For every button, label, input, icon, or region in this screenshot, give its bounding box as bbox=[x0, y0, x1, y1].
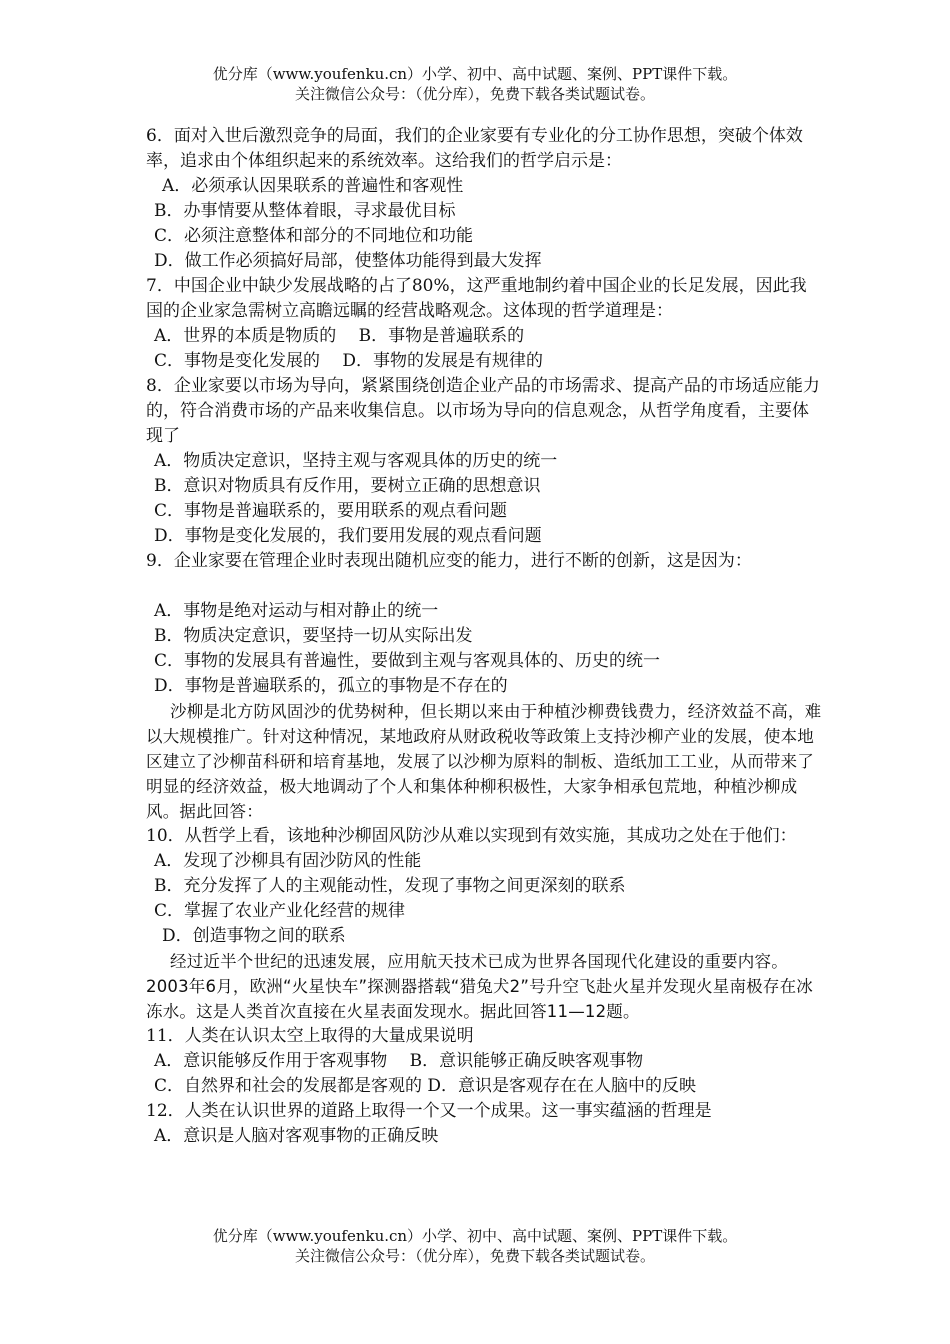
question-8-stem: 8．企业家要以市场为导向，紧紧围绕创造企业产品的市场需求、提高产品的市场适应能力的，符合消费市场的产品来收集信息。以市场为导向的信息观念，从哲学角度看，主要体现了 bbox=[146, 376, 820, 446]
page-header bbox=[0, 64, 950, 104]
question-6-option-a: A．必须承认因果联系的普遍性和客观性 bbox=[162, 176, 464, 196]
question-7-options-ab: A．世界的本质是物质的 B．事物是普遍联系的 bbox=[154, 326, 525, 346]
question-6-option-d: D．做工作必须搞好局部，使整体功能得到最大发挥 bbox=[154, 251, 542, 271]
question-6-option-b: B．办事情要从整体着眼，寻求最优目标 bbox=[154, 201, 456, 221]
question-7-options-cd: C．事物是变化发展的 D．事物的发展是有规律的 bbox=[154, 351, 544, 371]
exam-content bbox=[146, 124, 822, 1149]
question-8-option-d: D．事物是变化发展的，我们要用发展的观点看问题 bbox=[154, 526, 542, 546]
footer-line-2: 关注微信公众号：（优分库），免费下载各类试题试卷。 bbox=[294, 1247, 655, 1265]
question-9-option-c: C．事物的发展具有普遍性，要做到主观与客观具体的、历史的统一 bbox=[154, 651, 661, 671]
header-line-2: 关注微信公众号：（优分库），免费下载各类试题试卷。 bbox=[294, 85, 655, 103]
reading-passage-1: 沙柳是北方防风固沙的优势树种，但长期以来由于种植沙柳费钱费力，经济效益不高，难以大规模推广。针对这种情况，某地政府从财政税收等政策上支持沙柳产业的发展，使本地区建立了沙柳苗科研和培育基地，发展了以沙柳为原料的制板、造纸加工工业，从而带来了明显的经济效益，极大地调动了个人和集体种柳积极性，大家争相承包荒地，种植沙柳成风。据此回答： bbox=[146, 702, 822, 821]
question-11-options-ab: A．意识能够反作用于客观事物 B．意识能够正确反映客观事物 bbox=[154, 1051, 644, 1071]
reading-passage-2: 经过近半个世纪的迅速发展，应用航天技术已成为世界各国现代化建设的重要内容。2003年6月，欧洲“火星快车”探测器搭载“猎兔犬2”号升空飞赴火星并发现火星南极存在冰冻水。这是人类首次直接在火星表面发现水。据此回答11—12题。 bbox=[146, 952, 813, 1021]
question-9-option-a: A．事物是绝对运动与相对静止的统一 bbox=[154, 601, 439, 621]
question-9-option-b: B．物质决定意识，要坚持一切从实际出发 bbox=[154, 626, 473, 646]
blank-line bbox=[146, 574, 822, 599]
question-8-option-a: A．物质决定意识，坚持主观与客观具体的历史的统一 bbox=[154, 451, 558, 471]
question-6-option-c: C．必须注意整体和部分的不同地位和功能 bbox=[154, 226, 474, 246]
footer-line-1: 优分库（www.youfenku.cn）小学、初中、高中试题、案例、PPT课件下载。 bbox=[212, 1227, 738, 1245]
question-10-option-b: B．充分发挥了人的主观能动性，发现了事物之间更深刻的联系 bbox=[154, 876, 626, 896]
question-11-options-cd: C．自然界和社会的发展都是客观的 D．意识是客观存在在人脑中的反映 bbox=[154, 1076, 697, 1096]
question-11-stem: 11．人类在认识太空上取得的大量成果说明 bbox=[146, 1026, 474, 1046]
page-footer bbox=[0, 1226, 950, 1266]
question-6-stem: 6．面对入世后激烈竞争的局面，我们的企业家要有专业化的分工协作思想，突破个体效率，追求由个体组织起来的系统效率。这给我们的哲学启示是： bbox=[146, 126, 803, 171]
question-9-stem: 9．企业家要在管理企业时表现出随机应变的能力，进行不断的创新，这是因为： bbox=[146, 551, 752, 571]
question-7-stem: 7．中国企业中缺少发展战略的占了80%，这严重地制约着中国企业的长足发展，因此我国的企业家急需树立高瞻远瞩的经营战略观念。这体现的哲学道理是： bbox=[146, 276, 807, 321]
question-9-option-d: D．事物是普遍联系的，孤立的事物是不存在的 bbox=[154, 676, 508, 696]
header-line-1: 优分库（www.youfenku.cn）小学、初中、高中试题、案例、PPT课件下载。 bbox=[212, 65, 738, 83]
question-12-option-a: A．意识是人脑对客观事物的正确反映 bbox=[154, 1126, 439, 1146]
question-10-option-c: C．掌握了农业产业化经营的规律 bbox=[154, 901, 406, 921]
question-8-option-c: C．事物是普遍联系的，要用联系的观点看问题 bbox=[154, 501, 508, 521]
question-10-option-d: D．创造事物之间的联系 bbox=[162, 926, 346, 946]
question-12-stem: 12．人类在认识世界的道路上取得一个又一个成果。这一事实蕴涵的哲理是 bbox=[146, 1101, 712, 1121]
question-10-stem: 10．从哲学上看，该地种沙柳固风防沙从难以实现到有效实施，其成功之处在于他们： bbox=[146, 826, 797, 846]
question-8-option-b: B．意识对物质具有反作用，要树立正确的思想意识 bbox=[154, 476, 541, 496]
question-10-option-a: A．发现了沙柳具有固沙防风的性能 bbox=[154, 851, 422, 871]
